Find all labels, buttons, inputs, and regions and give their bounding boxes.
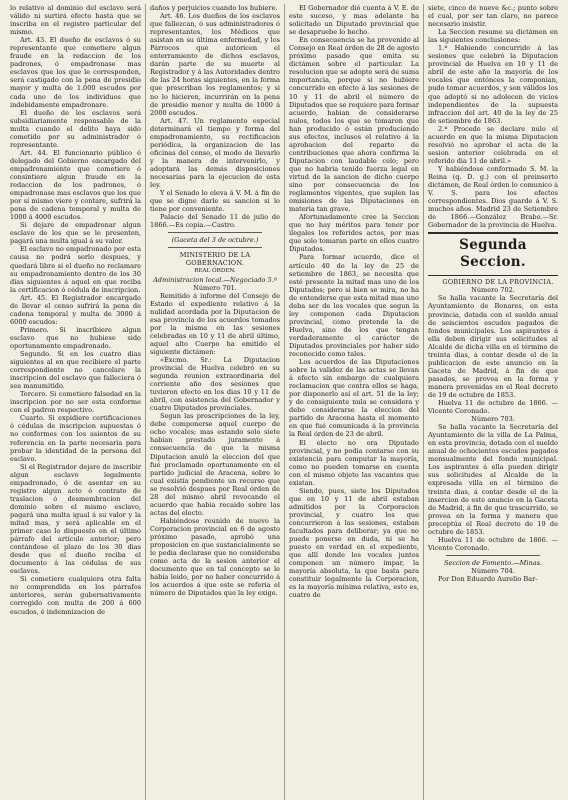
paragraph: Habiéndose reunido de nuevo la Corporacion provincial en 6 de agosto próximo pasado, aprobó una proposicion en que sustancialmente se le pedia declarase que no consideraba como acta de la sesion anterior el documento que en tal concepto se le habia leido, por no haber concurrido á los acuerdos á que este se referia el número de Diputados que la ley exige.	[150, 516, 280, 598]
paragraph: Si cometiere cualquiera otra falta no comprendida en los párrafos anteriores, serán gubernativamente corregido con multa de 200 á 600 escudos, é indemnizacion de	[10, 575, 141, 616]
paragraph: Si dejare de empadronar algun esclavo de los que se le presenten, pagará una multa igual á su valor.	[10, 221, 141, 246]
paragraph: daños y perjuicios cuando los hubiere.	[150, 4, 278, 12]
paragraph: Art. 47. Un reglamento especial determinará el tiempo y forma del empadronamiento, su rectificacion periódica, la organizacion de las oficinas del censo, el modo de llevarlo y la manera de intervenirlo, y adoptará las demás disposiciones necesarias para la ejecucion de esta ley.	[150, 116, 280, 190]
paragraph: Primero. Si inscribiere algun esclavo que no hubiese sido oportunamente empadronado.	[10, 325, 141, 350]
divider	[446, 555, 540, 556]
paragraph: Si el Registrador dejare de inscribir algun esclavo legalmente empadronado, ó de asentar en su registro algun acto ó contrato de traslacion ó desmembracion del dominio sobre el mismo esclavo, pagará una multa igual á su valor y la mitad mas, y será aplicable en el primer caso lo dispuesto en el último párrafo del artículo anterior; pero contándose el plazo de los 30 dias desde que el dueño reciba el documento á las cédulas de sus esclavos.	[10, 462, 141, 576]
royal-order-heading: REAL ÓRDEN.	[194, 268, 236, 275]
notice-number: Número 703.	[471, 415, 515, 424]
paragraph: Afortunadamente cree la Seccion que no hay méritos para tener por ilegales los referidos actos, por mas que solo tomaran parte en ellos cuatro Diputados.	[289, 213, 419, 254]
fomento-section-line: Seccion de Fomento.—Minas.	[443, 558, 543, 567]
paragraph: El electo no era Diputado provincial, y no podia contarse con su existencia para computar la mayoría, como no pueden tomarse en cuenta con el mismo objeto las vacantes que existan.	[289, 438, 419, 487]
column-1	[6, 4, 145, 800]
paragraph: Segundo. Si en los cuatro dias siguientes al en que recibiere el parte correspondiente no cancelare la inscripcion del esclavo que falleciera ó sea manumitido.	[10, 350, 141, 391]
paragraph: El dueño de los esclavos será subsidiariamente responsable de la multa cuando el delito haya sido cometido por su administrador ó representante.	[10, 108, 141, 149]
notice-number: Número 704.	[471, 566, 515, 575]
paragraph: En consecuencia se ha provenido al Consejo en Real órden de 28 de agosto próximo pasado que emita su dictámen sobre el particular. La resolucion que se adopte será de suma importancia, porque si no hubiere concurrido en efecto á las sesiones de 10 y 11 de abril el número de Diputados que se requiere para formar acuerdo, habian de considerarse nulos, todos los que se tomaron que han producido ó están produciendo sus efectos, inclusos el relativo á la aprobacion del reparto de contribuciones que ahora confirma la Diputacion con laudable celo; pero que no habria tenido fuerza legal en virtud de la sancion de dicho cuerpo sino por consecuencia de los reglamentos vigentes, que suplen las omisiones de las Diputaciones en materia tan grave.	[289, 36, 419, 214]
divider	[168, 247, 262, 248]
paragraph: Art. 46. Los dueños de los esclavos que fallezcan, ó sus administradores ó representantes, los Médicos que asistan en su última enfermedad, y los Párrocos que autoricen el enterramiento de dichos esclavos, darán parte de su muerte al Registrador y á las Autoridades dentro de las 24 horas siguientes, en la forma que prescriban los reglamentos; y si no lo hicieren, incurrirán en la pena de presidio menor y multa de 1000 á 2000 escudos.	[150, 12, 280, 117]
administration-line: Administracion local.—Negociado 5.º	[153, 275, 277, 284]
paragraph: Se halla vacante la Secretaría del Ayuntamiento de la villa de La Palma, en esta provincia, dotada con el sueldo anual de ochocientos escudos pagados mensualmente del fondo municipal. Los aspirantes á ella pueden dirigir sus solicitudes al Alcalde de la expresada villa en el término de treinta dias, á contar desde el de la insercion de este anuncio en la Gaceta de Madrid, á fin de que trascurrido, se provea en la forma y manera que preceptúa el Real decreto de 19 de octubre de 1853.	[428, 423, 558, 536]
paragraph: Art. 43. El dueño de esclavos ó su representante que cometiere algun fraude en la redaccion de los padrones, ó empadronase mas esclavos que los que le corresponden, será castigado con la pena de presidio mayor y multa de 1.000 escudos por cada uno de los individuos que indebidamente empadronare.	[10, 36, 141, 109]
paragraph: Y habiéndose conformado S. M. la Reina (q. D. g.) con el preinserto dictámen, de Real órden lo comunico á V. S. para los efectos correspondientes. Dios guarde á V. S. muchos años. Madrid 23 de Setiembre de 1866.—González Brabo.—Sr. Gobernador de la provincia de Huelva.	[428, 164, 558, 230]
paragraph: Art. 44. El funcionario público ó delegado del Gobierno encargado del empadronamiento que cometiere ó consintiere algun fraude en la redaccion de los padrones, ó empadronase mas esclavos que los que por sí mismo viere y contare, sufrirá la pena de cadena temporal y multa de 1000 á 4000 escudos.	[10, 148, 141, 222]
column-2	[145, 4, 284, 800]
paragraph: 2.ª Procede se declare nulo el acuerdo en que la misma Diputacion resolvió no aprobar el acta de la sesion anterior celebrada en el referido dia 11 de abril.»	[428, 124, 558, 165]
paragraph: Para formar acuerdo, dice el artículo 40 de la ley de 25 de setiembre de 1863, se necesita que esté presente la mitad mas uno de los Diputados; pero si bien se mira, no ha de entenderse que esta mitad mas uno deba ser de los vocales que segun la ley componen cada Diputacion provincial, como pretende la de Huelva, sino de los que tengan verdaderamente el carácter de Diputados provinciales por haber sido reconocido como tales.	[289, 253, 419, 359]
ministry-heading: MINISTERIO DE LA GOBERNACION.	[179, 251, 251, 268]
notice-number: Número 702.	[471, 286, 515, 295]
paragraph: Huelva 11 de octubre de 1866. —Vicente Coronado.	[428, 535, 558, 552]
paragraph: Cuarto. Si expidiere certificaciones ó cédulas de inscripcion supuestas ó no conformes con los asientos de su referencia en la parte necesaria para probar la identidad de la persona del esclavo.	[10, 414, 141, 463]
paragraph: Por Don Eduardo Aurelio Bar-	[438, 575, 538, 583]
notice-number: Número 701.	[193, 283, 237, 292]
paragraph: La Seccion resume su dictámen en las siguientes conclusiones:	[428, 28, 558, 45]
section-title: Segunda Seccion.	[459, 237, 527, 271]
paragraph: lo relativo al dominio del esclavo será válido ni surtirá efecto hasta que se inscriba en el registro particular del mismo.	[10, 4, 141, 37]
column-3	[284, 4, 423, 800]
paragraph: Huelva 11 de octubre de 1866. —Vicente Coronado.	[428, 399, 558, 416]
column-4	[423, 4, 562, 800]
paragraph: Se halla vacante la Secretaría del Ayuntamiento de Bonares, en esta provincia, dotada con el sueldo anual de seiscientos escudos pagados de fondos municipales. Los aspirantes á ella deben dirigir sus solicitudes al Alcalde de dicha villa en el término de treinta dias, á contar desde el de la publicacion de este anuncio en la Gaceta de Madrid, á fin de que pasados, se provea en la forma y manera prevenidas en el Real decreto de 19 de octubre de 1853.	[428, 294, 558, 399]
paragraph: Los acuerdos de las Diputaciones sobre la validez de las actas se llevan á efecto sin embargo de cualquiera reclamacion que contra ellos se haga, por disponerlo así el art. 51 de la ley; y de consiguiente nula se considera y debe considerarse la eleccion del partido de Aracena hasta el momento en que fué comunicada á la provincia la Real órden de 23 de abril.	[289, 358, 419, 439]
paragraph: Y el Senado lo eleva á V. M. á fin de que se digne darle su sancion si lo tiene por conveniente.	[150, 189, 280, 214]
government-heading: GOBIERNO DE LA PROVINCIA.	[442, 278, 554, 287]
divider	[168, 232, 262, 233]
paragraph: «Excmo. Sr.: La Diputacion provincial de Huelva celebró en su segunda reunion extraordinaria del corriente año dos sesiones que tuvieron efecto en los dias 10 y 11 de abril, con asistencia del Gobernador y cuatro Diputados provinciales.	[150, 355, 280, 413]
paragraph: Art. 45. El Registrador encargado de llevar el censo sufrirá la pena de cadena temporal y multa de 3000 á 6000 escudos:	[10, 293, 141, 326]
paragraph: 1.ª Habiendo concurrido á las sesiones que celebró la Diputacion provincial de Huelva en 10 y 11 de abril de este año la mayoría de los vocales que entónces la componian, pudo tomar acuerdos, y son válidos los que adoptó si no adolecen de vicios independientes de la supuesta infraccion del art. 40 de la ley de 25 de setiembre de 1863.	[428, 44, 558, 125]
paragraph: siete, cinco de nueve &c.; punto sobre el cual, por ser tan claro, no parece necesario insistir.	[428, 4, 558, 29]
section-divider	[428, 232, 558, 234]
section-divider	[428, 275, 558, 276]
paragraph: Segun las prescripciones de la ley, debe componerse aquel cuerpo de ocho vocales; mas estando solo siete habian prestado juramento á consecuencia de que la misma Diputacion anuló la eleccion del que fué proclamado oportunamente en el partido judicial de Aracena, sobre lo cual existia pendiente un recurso que se resolvió despues por Real órden de 28 del mismo abril revocando el acuerdo que habia recaido sobre las actas del electo.	[150, 412, 280, 517]
paragraph: Palacio del Senado 11 de julio de 1866.—Es copia.—Castro.	[150, 213, 280, 230]
gazette-reference: (Gaceta del 3 de octubre.)	[171, 236, 259, 245]
paragraph: Siendo, pues, siete los Diputados que en 10 y 11 de abril estaban admitidos por la Corporacion provincial, y cuatro los que concurrieron á las sesiones, estaban facultados para deliberar; ya que no puede ponerse en duda, ni se ha puesto en verdad en el expediente, que allí donde los vocales juntos componen un número impar, la mayoría absoluta, la que basta para constituir legalmente la Corporacion, es la mayoría mínima relativa, esto es, cuatro de	[289, 486, 419, 600]
paragraph: Tercero. Si cometiere falsedad en la inscripcion por no ser esta conforme con el padron respectivo.	[10, 390, 141, 415]
paragraph: Remitido á informe del Consejo de Estado el expediente relativo á la nulidad acordada por la Diputacion de esa provincia de los acuerdos tomados por la misma en las sesiones celebradas en 10 y 11 de abril último, aquel alto Cuerpo ha emitido el siguiente dictámen:	[150, 291, 280, 356]
paragraph: El esclavo no empadronado por esta causa no podrá serlo despues, y quedará libre si el dueño no reclamare su empadronamiento dentro de los 30 dias siguientes á aquel en que reciba la certificacion ó cédula de inscripcion.	[10, 245, 141, 294]
paragraph: El Gobernador dió cuenta á V. E. de este suceso, y mas adelante ha solicitado un Diputado provincial que se desapruebe lo hecho.	[289, 4, 419, 37]
